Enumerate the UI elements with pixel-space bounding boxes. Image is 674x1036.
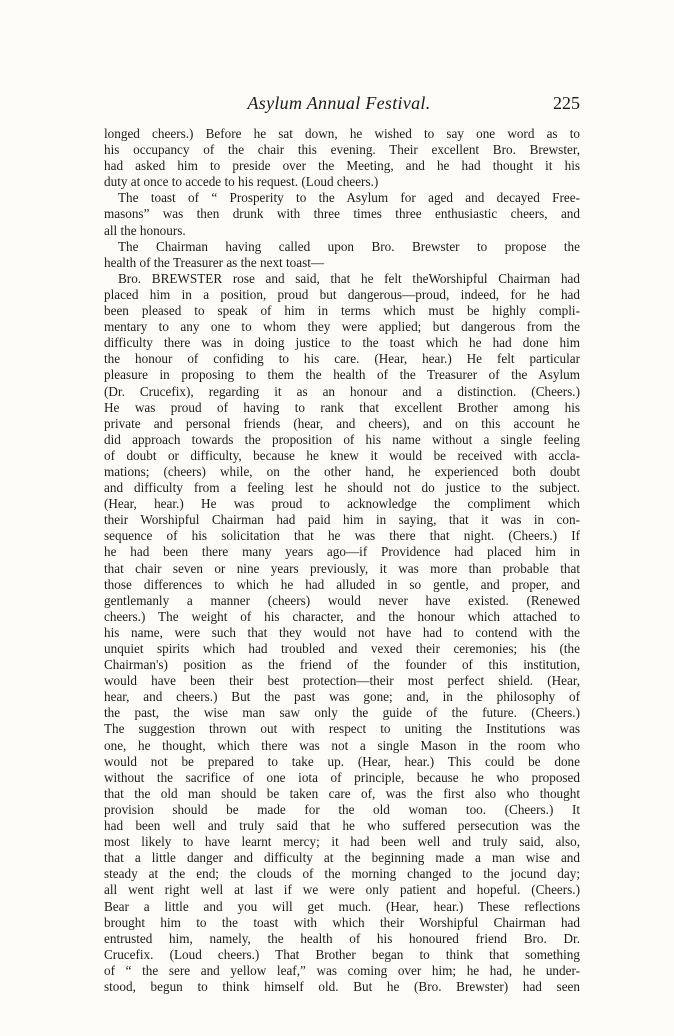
- text-line: The toast of “ Prosperity to the Asylum for aged and decayed Free-: [118, 190, 580, 206]
- text-line: brought him to the toast with which their Worshipful Chairman had: [104, 914, 580, 930]
- text-line: that the old man should be taken care of, was the first also who thought: [104, 785, 580, 801]
- text-line: his name, were such that they would not have had to contend with the: [104, 624, 580, 640]
- text-line: those differences to which he had alluded in so gentle, and proper, and: [104, 576, 580, 592]
- text-line: stood, begun to think himself old. But he (Bro. Brewster) had seen: [104, 978, 580, 994]
- text-line: placed him in a position, proud but dangerous—proud, indeed, for he had: [104, 286, 580, 302]
- text-line: sequence of his solicitation that he was there that night. (Cheers.) If: [104, 528, 580, 544]
- text-line: masons” was then drunk with three times three enthusiastic cheers, and: [104, 206, 580, 222]
- text-line: one, he thought, which there was not a single Mason in the room who: [104, 737, 580, 753]
- text-line: Bro. BREWSTER rose and said, that he felt theWorshipful Chairman had: [118, 270, 580, 286]
- text-line: of doubt or difficulty, because he knew it would be received with accla-: [104, 447, 580, 463]
- running-head: [98, 92, 580, 114]
- text-line: hear, and cheers.) But the past was gone; and, in the philosophy of: [104, 689, 580, 705]
- page-number: 225: [553, 93, 580, 113]
- text-line: He was proud of having to rank that excellent Brother among his: [104, 399, 580, 415]
- text-line: steady at the end; the clouds of the morning changed to the jocund day;: [104, 866, 580, 882]
- text-line: provision should be made for the old woman too. (Cheers.) It: [104, 801, 580, 817]
- text-line: Crucefix. (Loud cheers.) That Brother began to think that something: [104, 946, 580, 962]
- text-line: The suggestion thrown out with respect to uniting the Institutions was: [104, 721, 580, 737]
- text-line: would not be prepared to take up. (Hear, hear.) This could be done: [104, 753, 580, 769]
- text-line: entrusted him, namely, the health of his honoured friend Bro. Dr.: [104, 930, 580, 946]
- text-line: cheers.) The weight of his character, and the honour which attached to: [104, 608, 580, 624]
- text-line: gentlemanly a manner (cheers) would never have existed. (Renewed: [104, 592, 580, 608]
- text-line: of “ the sere and yellow leaf,” was coming over him; he had, he under-: [104, 962, 580, 978]
- body-text: [104, 126, 580, 995]
- text-line: been pleased to speak of him in terms which must be highly compli-: [104, 303, 580, 319]
- text-line: the honour of confiding to his care. (Hear, hear.) He felt particular: [104, 351, 580, 367]
- text-line: (Hear, hear.) He was proud to acknowledge the compliment which: [104, 496, 580, 512]
- text-line: mentary to any one to whom they were applied; but dangerous from the: [104, 319, 580, 335]
- text-line: mations; (cheers) while, on the other hand, he experienced both doubt: [104, 463, 580, 479]
- text-line: Bear a little and you will get much. (Hear, hear.) These reflections: [104, 898, 580, 914]
- text-line: (Dr. Crucefix), regarding it as an honour and a distinction. (Cheers.): [104, 383, 580, 399]
- text-line: unquiet spirits which had troubled and vexed their ceremonies; his (the: [104, 641, 580, 656]
- text-line: health of the Treasurer as the next toast—: [104, 254, 325, 270]
- text-line: difficulty there was in doing justice to the toast which he had done him: [104, 335, 580, 351]
- text-line: his occupancy of the chair this evening. Their excellent Bro. Brewster,: [104, 142, 580, 158]
- text-line: The Chairman having called upon Bro. Brewster to propose the: [118, 238, 580, 254]
- text-line: would have been their best protection—their most perfect shield. (Hear,: [104, 673, 580, 689]
- text-line: private and personal friends (hear, and cheers), and on this account he: [104, 415, 580, 431]
- running-title: Asylum Annual Festival.: [247, 93, 431, 113]
- text-line: without the sacrifice of one iota of principle, because he who proposed: [104, 769, 580, 785]
- text-line: most likely to have learnt mercy; it had been well and truly said, also,: [104, 834, 580, 850]
- text-line: longed cheers.) Before he sat down, he wished to say one word as to: [104, 126, 580, 141]
- text-line: pleasure in proposing to them the health of the Treasurer of the Asylum: [104, 367, 580, 383]
- text-line: that a little danger and difficulty at the beginning made a man wise and: [104, 850, 580, 866]
- text-line: their Worshipful Chairman had paid him in saying, that it was in con-: [104, 512, 580, 528]
- text-line: duty at once to accede to his request. (Loud cheers.): [104, 174, 379, 190]
- text-line: had been well and truly said that he who suffered persecution was the: [104, 818, 580, 834]
- text-line: and difficulty from a feeling lest he should not do justice to the subject.: [104, 480, 580, 496]
- text-line: did approach towards the proposition of his name without a single feeling: [104, 431, 580, 447]
- text-line: all went right well at last if we were only patient and hopeful. (Cheers.): [104, 882, 580, 898]
- text-line: Chairman's) position as the friend of the founder of this institution,: [104, 657, 580, 673]
- text-line: the past, the wise man saw only the guide of the future. (Cheers.): [104, 705, 580, 721]
- text-line: he had been there many years ago—if Providence had placed him in: [104, 544, 580, 560]
- text-line: that chair seven or nine years previously, it was more than probable that: [104, 560, 580, 576]
- text-line: had asked him to preside over the Meeting, and he had thought it his: [104, 158, 580, 174]
- text-line: all the honours.: [104, 222, 186, 238]
